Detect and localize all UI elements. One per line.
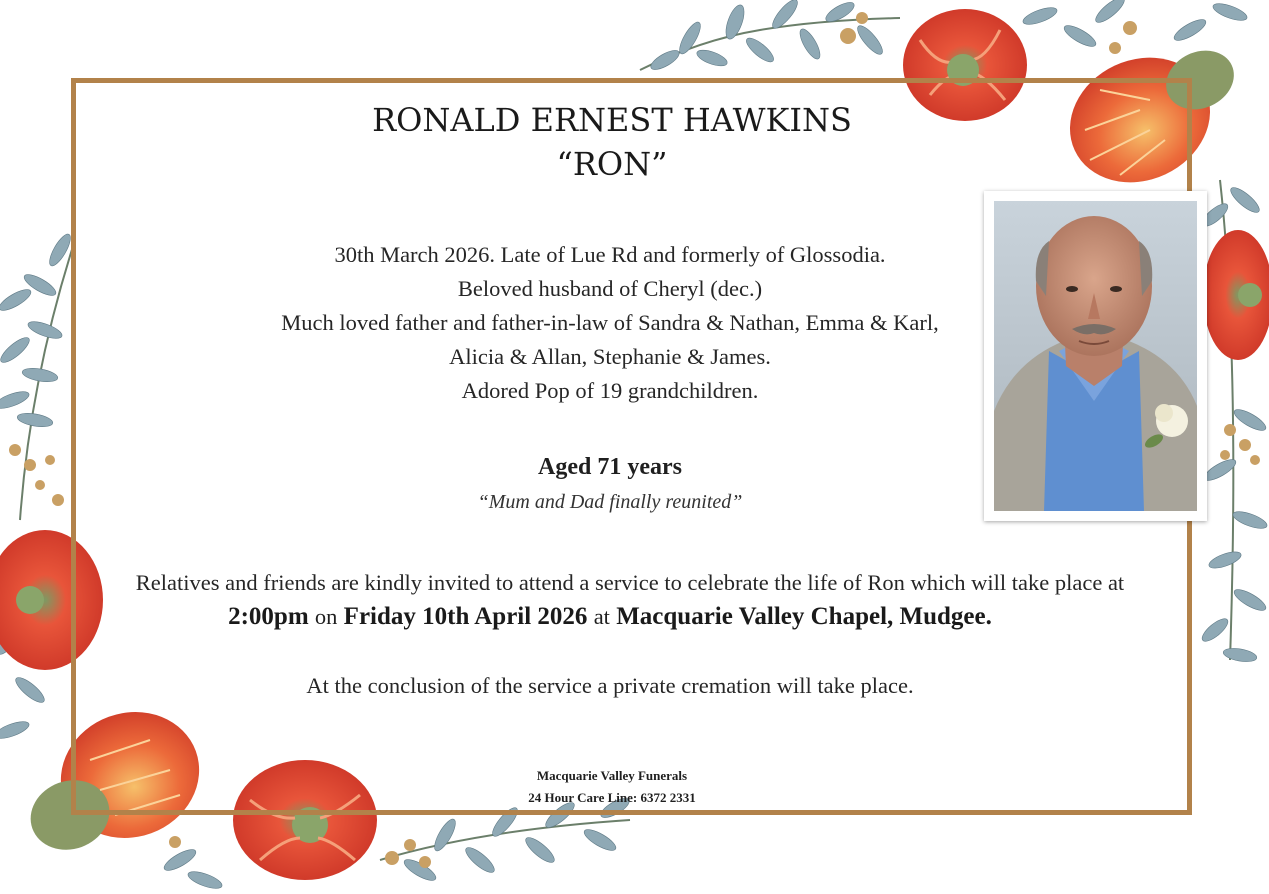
detail-line-grandchildren: Adored Pop of 19 grandchildren. xyxy=(461,378,759,403)
age-line: Aged 71 years xyxy=(538,454,682,480)
detail-line-children-cont: Alicia & Allan, Stephanie & James. xyxy=(449,344,771,369)
invitation-text: Relatives and friends are kindly invited to attend a service to celebrate the life of Ron which will take place at xyxy=(135,570,1125,595)
funeral-company: Macquarie Valley Funerals xyxy=(536,768,688,783)
detail-line-date: 30th March 2026. Late of Lue Rd and formerly of Glossodia. xyxy=(334,242,886,267)
service-date: Friday 10th April 2026 xyxy=(343,603,588,630)
service-time: 2:00pm xyxy=(228,603,309,630)
portrait-photo-frame xyxy=(984,191,1207,521)
quote-line: “Mum and Dad finally reunited” xyxy=(477,491,743,513)
deceased-nickname: “RON” xyxy=(556,145,668,183)
detail-line-husband: Beloved husband of Cheryl (dec.) xyxy=(457,276,763,301)
service-venue: Macquarie Valley Chapel, Mudgee. xyxy=(616,603,992,630)
deceased-name: RONALD ERNEST HAWKINS xyxy=(372,101,852,139)
portrait-photo xyxy=(994,201,1197,511)
detail-line-children: Much loved father and father-in-law of Sandra & Nathan, Emma & Karl, xyxy=(281,310,939,335)
service-details xyxy=(60,603,1160,631)
service-on: on xyxy=(314,604,338,629)
conclusion-text: At the conclusion of the service a private cremation will take place. xyxy=(306,673,914,698)
service-at: at xyxy=(593,604,610,629)
care-line: 24 Hour Care Line: 6372 2331 xyxy=(528,790,696,805)
